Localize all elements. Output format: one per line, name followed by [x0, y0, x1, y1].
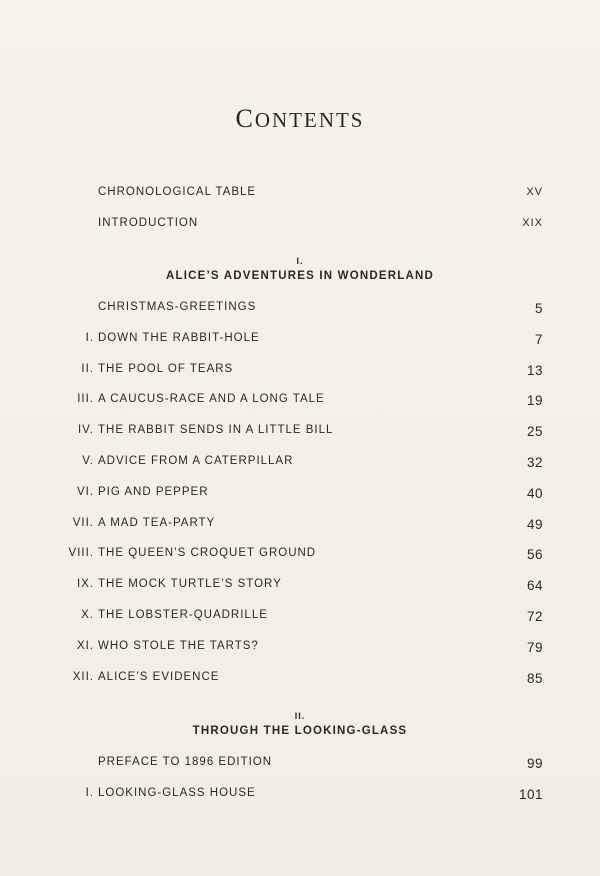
- toc-entry-number: IX.: [76, 578, 94, 591]
- toc-entry-page: 72: [526, 609, 543, 624]
- part-two-heading: THROUGH THE LOOKING-GLASS: [192, 725, 408, 737]
- toc-entry-number: I.: [85, 787, 94, 799]
- toc-entry-label: INTRODUCTION: [98, 217, 199, 229]
- toc-entry[interactable]: [0, 517, 600, 537]
- toc-entry-page: 13: [526, 362, 543, 378]
- toc-entry-label: WHO STOLE THE TARTS?: [98, 639, 259, 652]
- toc-entry-label: THE MOCK TURTLE’S STORY: [98, 578, 282, 591]
- toc-entry-page: 40: [526, 485, 543, 501]
- toc-entry-page: XIX: [522, 217, 543, 229]
- toc-entry[interactable]: [0, 424, 600, 444]
- toc-entry-page: 79: [526, 639, 543, 655]
- toc-entry-label: THE RABBIT SENDS IN A LITTLE BILL: [98, 424, 334, 437]
- toc-entry-introduction[interactable]: [0, 217, 600, 237]
- toc-entry[interactable]: [0, 671, 600, 691]
- toc-entry-label: DOWN THE RABBIT-HOLE: [98, 331, 260, 344]
- title-initial: C: [235, 104, 255, 133]
- toc-entry-number: VI.: [76, 485, 94, 498]
- toc-entry-page: XV: [526, 186, 543, 198]
- toc-entry-page: 32: [526, 455, 543, 470]
- toc-entry-label: ADVICE FROM A CATERPILLAR: [98, 455, 294, 467]
- toc-entry-page: 49: [526, 516, 543, 532]
- toc-entry[interactable]: [0, 332, 600, 352]
- toc-entry-number: V.: [82, 455, 94, 467]
- toc-entry-number: II.: [81, 362, 94, 375]
- toc-entry[interactable]: [0, 301, 600, 321]
- toc-entry-label: A CAUCUS-RACE AND A LONG TALE: [98, 393, 325, 406]
- toc-entry[interactable]: [0, 363, 600, 383]
- toc-entry[interactable]: [0, 756, 600, 776]
- toc-entry-label: CHRISTMAS-GREETINGS: [98, 301, 257, 313]
- toc-entry-label: PREFACE TO 1896 EDITION: [98, 756, 273, 768]
- page-title: [0, 104, 600, 134]
- toc-entry-label: THE POOL OF TEARS: [98, 362, 234, 375]
- toc-entry-number: VII.: [72, 516, 94, 529]
- toc-entry-label: ALICE’S EVIDENCE: [98, 670, 220, 683]
- part-one-numeral: I.: [296, 256, 304, 266]
- part-two-numeral: II.: [294, 711, 306, 721]
- toc-entry-page: 64: [526, 578, 543, 594]
- toc-entry-page: 85: [526, 670, 543, 686]
- toc-entry-label: LOOKING-GLASS HOUSE: [98, 787, 256, 799]
- toc-entry-number: I.: [85, 331, 94, 344]
- toc-entry-label: CHRONOLOGICAL TABLE: [98, 186, 257, 198]
- toc-entry[interactable]: [0, 787, 600, 807]
- toc-entry-number: XI.: [76, 639, 94, 652]
- toc-entry-label: A MAD TEA-PARTY: [98, 516, 216, 529]
- toc-entry[interactable]: [0, 640, 600, 660]
- toc-entry-page: 25: [526, 424, 543, 440]
- toc-entry-label: THE QUEEN’S CROQUET GROUND: [98, 547, 317, 560]
- toc-entry-page: 99: [526, 756, 543, 771]
- toc-entry[interactable]: [0, 486, 600, 506]
- toc-entry-page: 101: [518, 787, 543, 802]
- toc-entry-number: III.: [77, 393, 94, 406]
- toc-entry-page: 19: [526, 393, 543, 409]
- toc-entry-label: THE LOBSTER-QUADRILLE: [98, 609, 268, 621]
- toc-entry[interactable]: [0, 393, 600, 413]
- toc-entry[interactable]: [0, 547, 600, 567]
- toc-entry[interactable]: [0, 455, 600, 475]
- toc-entry-page: 56: [526, 547, 543, 563]
- toc-entry-page: 5: [534, 301, 543, 316]
- toc-entry-chronological-table[interactable]: [0, 186, 600, 206]
- toc-entry[interactable]: [0, 578, 600, 598]
- toc-entry-number: IV.: [77, 424, 94, 437]
- toc-entry-number: VIII.: [68, 547, 94, 560]
- part-one-heading: ALICE’S ADVENTURES IN WONDERLAND: [166, 270, 434, 282]
- toc-entry-label: PIG AND PEPPER: [98, 485, 209, 498]
- toc-entry-page: 7: [534, 331, 543, 347]
- toc-entry-number: XII.: [72, 670, 94, 683]
- toc-entry-number: X.: [81, 609, 94, 621]
- title-rest: ONTENTS: [254, 108, 365, 132]
- toc-entry[interactable]: [0, 609, 600, 629]
